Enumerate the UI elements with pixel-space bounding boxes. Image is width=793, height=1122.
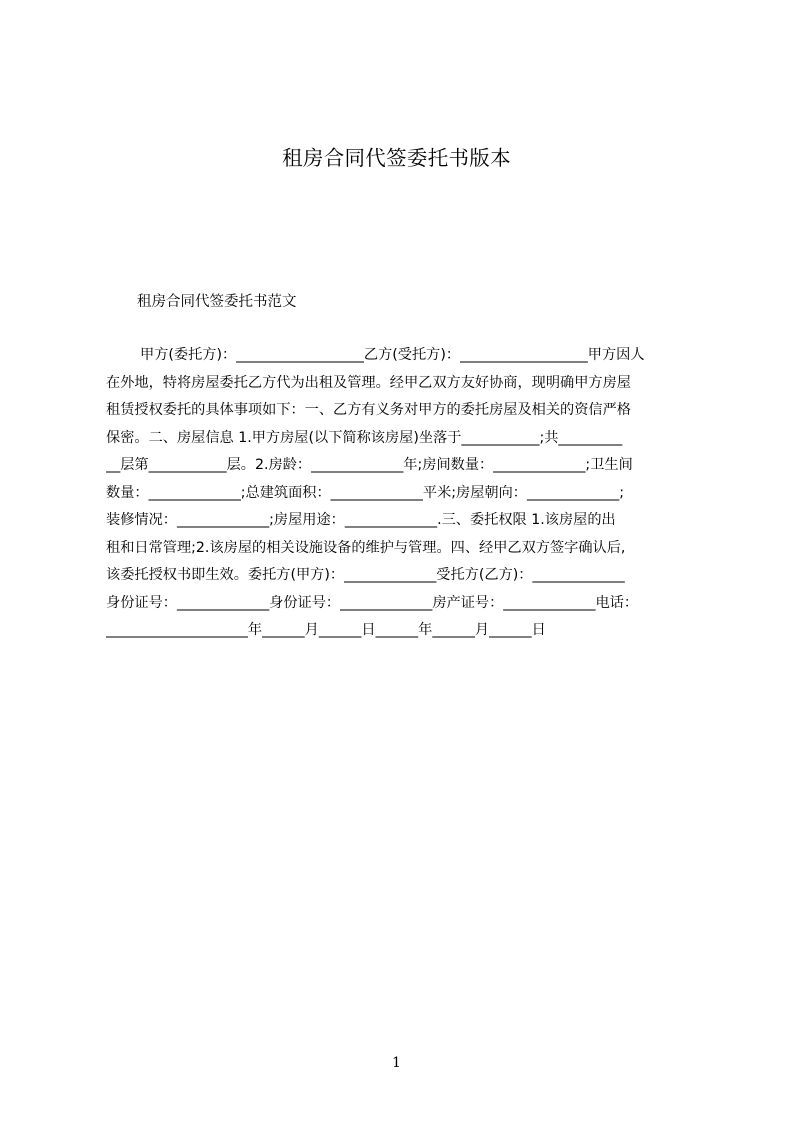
document-subtitle: 租房合同代签委托书范文 <box>137 294 297 310</box>
body-line: 数量：_____________;总建筑面积：_____________平米;房屋朝向：_____________; <box>106 484 624 501</box>
body-line: __层第___________层。2.房龄：_____________年;房间数量：_____________;卫生间 <box>106 457 633 473</box>
body-line: 在外地，特将房屋委托乙方代为出租及管理。经甲乙双方友好协商，现明确甲方房屋 <box>106 374 631 391</box>
body-line: 装修情况：_____________;房屋用途：_____________.三、委托权限 1.该房屋的出 <box>106 512 616 528</box>
document-body <box>106 342 696 645</box>
document-title: 租房合同代签委托书版本 <box>282 146 511 170</box>
body-line: 甲方(委托方)：__________________乙方(受托方)：__________________甲方因人 <box>140 347 645 363</box>
body-line: 保密。二、房屋信息 1.甲方房屋(以下简称该房屋)坐落于___________;共_________ <box>106 429 623 446</box>
page-number: 1 <box>392 1055 401 1071</box>
body-line: 身份证号：_____________身份证号：_____________房产证号：_____________电话： <box>106 594 639 611</box>
body-line: 该委托授权书即生效。委托方(甲方)：_____________受托方(乙方)：_____________ <box>106 567 625 583</box>
body-line: 租赁授权委托的具体事项如下：一、乙方有义务对甲方的委托房屋及相关的资信严格 <box>106 402 631 418</box>
body-line: 租和日常管理;2.该房屋的相关设施设备的维护与管理。四、经甲乙双方签字确认后, <box>106 539 626 556</box>
body-line: ____________________年______月______日______年______月______日 <box>106 622 546 638</box>
